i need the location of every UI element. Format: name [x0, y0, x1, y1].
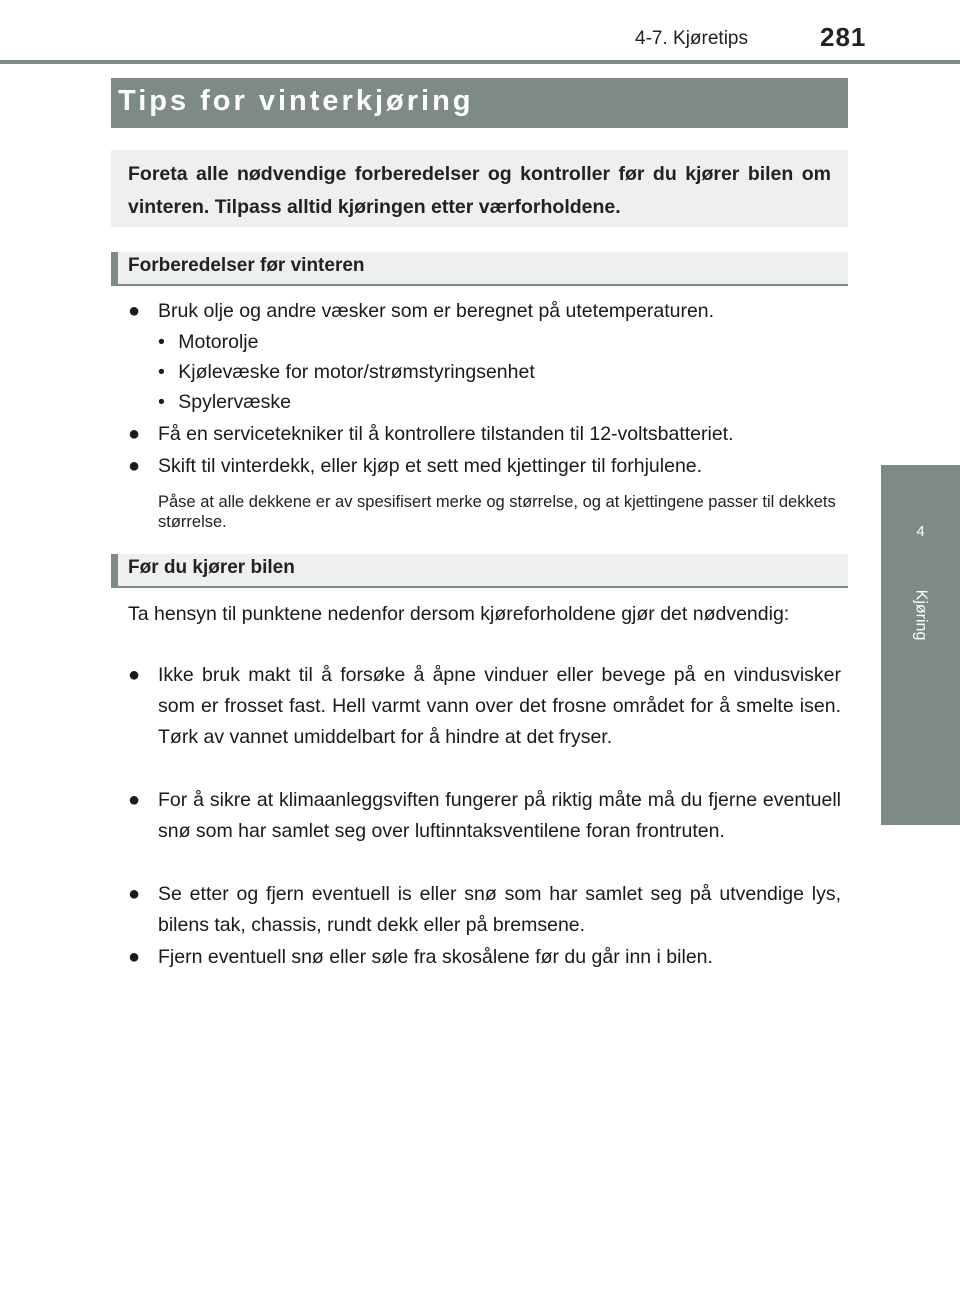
dot-icon: • [158, 331, 165, 353]
chapter-tab [881, 465, 960, 825]
sub-list-item [158, 357, 535, 387]
sub-list-item-text: Spylervæske [178, 391, 291, 413]
dot-icon: • [158, 361, 165, 383]
bullet-icon: ● [128, 455, 141, 477]
list-item-text: For å sikre at klimaanleggsviften fungerer på riktig måte må du fjerne eventuell snø som har samlet seg over luftinntaksventilene foran frontruten. [158, 789, 841, 842]
note-text: Påse at alle dekkene er av spesifisert merke og størrelse, og at kjettingene passer til dekkets størrelse. [158, 493, 836, 531]
bullet-icon: ● [128, 946, 141, 968]
section-heading-before-driving [111, 554, 848, 588]
intro-text: Foreta alle nødvendige forberedelser og kontroller før du kjører bilen om vinteren. Tilpass alltid kjøringen etter værforholdene. [128, 163, 831, 218]
page-number: 281 [820, 22, 867, 52]
list-item [128, 419, 841, 450]
list-item-text: Få en servicetekniker til å kontrollere tilstanden til 12-voltsbatteriet. [158, 423, 734, 445]
bullet-icon: ● [128, 423, 141, 445]
bullet-icon: ● [128, 883, 141, 905]
page-title: Tips for vinterkjøring [118, 85, 474, 117]
bullet-icon: ● [128, 789, 141, 811]
list-item [128, 451, 841, 482]
chapter-label [881, 575, 960, 655]
list-item [128, 942, 841, 973]
list-item [128, 296, 841, 327]
list-item-text: Fjern eventuell snø eller søle fra skosålene før du går inn i bilen. [158, 946, 713, 968]
section-heading-text: Før du kjører bilen [128, 557, 295, 578]
sub-list-item-text: Kjølevæske for motor/strømstyringsenhet [178, 361, 535, 383]
sub-list-item-text: Motorolje [178, 331, 259, 353]
bullet-icon: ● [128, 300, 141, 322]
chapter-number: 4 [916, 523, 925, 540]
intro-box [111, 150, 848, 227]
list-item-text: Skift til vinterdekk, eller kjøp et sett med kjettinger til forhjulene. [158, 455, 703, 477]
list-item-text: Se etter og fjern eventuell is eller snø som har samlet seg på utvendige lys, bilens tak, chassis, rundt dekk eller på bremsene. [158, 883, 841, 936]
list-item [128, 660, 841, 753]
bullet-icon: ● [128, 664, 141, 686]
section-heading-text: Forberedelser før vinteren [128, 255, 365, 276]
list-item-text: Ikke bruk makt til å forsøke å åpne vinduer eller bevege på en vindusvisker som er frosset fast. Hell varmt vann over det frosne området for å smelte isen. Tørk av vannet umiddelbart for å hindre at det fryser. [158, 664, 841, 748]
list-item [128, 879, 841, 941]
chapter-title: Kjøring [912, 589, 930, 641]
header-section-title: 4-7. Kjøretips [635, 28, 748, 49]
section-heading-preparations [111, 252, 848, 286]
header-rule [0, 60, 960, 64]
page-title-bar [111, 78, 848, 128]
list-item-text: Bruk olje og andre væsker som er beregnet på utetemperaturen. [158, 300, 715, 322]
section-intro-text: Ta hensyn til punktene nedenfor dersom kjøreforholdene gjør det nødvendig: [128, 603, 790, 625]
sub-list-item [158, 387, 291, 417]
list-item [128, 785, 841, 847]
dot-icon: • [158, 391, 165, 413]
sub-list-item [158, 327, 258, 357]
